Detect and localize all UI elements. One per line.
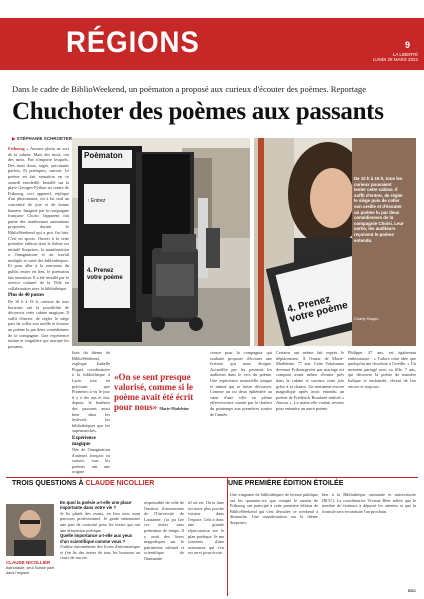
interview-column-2: [144, 500, 184, 594]
section-title: RÉGIONS: [66, 26, 200, 59]
sidebar-signature: SSC: [407, 588, 416, 593]
interviewee-portrait: [6, 504, 54, 556]
paper-name: LA LIBERTÉ: [392, 52, 418, 57]
interview-column-1: [60, 500, 140, 594]
question-1: En quoi la poésie a-t-elle une place importante dans votre vie ?: [60, 500, 132, 511]
interviewee-role: Astronaute, seul Suisse parti dans l'espace: [6, 566, 55, 575]
booth-entry-text: Entrez: [90, 198, 106, 204]
article-column-1: [8, 146, 69, 478]
answer-2: J'utilise énormément des livres d'informatique et j'en lis des textes de tous les horizons au cours de ma vie.: [60, 544, 140, 561]
interview-heading-b: CLAUDE NICOLLIER: [85, 480, 155, 487]
interview-column-3: [188, 500, 224, 594]
arrow-up-icon: ↑: [87, 198, 90, 204]
answer-1: Je lis plutôt des essais, en lien avec mon parcours professionnel. Je garde néanmoins une part de curiosité pour les textes qui ont une dimension poétique.: [60, 510, 140, 533]
article-text-5: Philippe, 47 ans, est également enthousiaste : « J'adore cette idée que quelqu'un me chuchote à l'oreille. » Un moment partagé avec sa fille, 7 ans, qui découvre la poésie de manière ludique et enchantée, rêvant de lire encore et toujours.: [348, 350, 416, 389]
pull-quote: [114, 372, 206, 414]
pull-quote-text: «On se sent presque valorisé, comme si le poème avait été écrit pour nous»: [114, 372, 194, 412]
booth-step-label: 4. Prenez votre poème: [87, 268, 123, 281]
article-column-3: [210, 350, 272, 476]
sidebar-column-2: [322, 492, 416, 588]
page-number: 9: [404, 40, 410, 50]
paper-info: [373, 53, 418, 63]
interview-heading: [12, 480, 154, 487]
question-2: Quelle importance a-t-elle aux yeux d'un scientifique comme vous ?: [60, 533, 133, 544]
pull-quote-source: Marie-Madeleine: [159, 406, 189, 411]
interviewee-name: CLAUDE NICOLLIER: [6, 560, 51, 565]
article-text-2: lisés du thème de BiblioWeekend, explique Isabelle Piquet, coordinatrice à la bibliothèque à Lyon tout en précisant que Prometeo a vu le jour il y a dix ans et fait, depuis, le bonheur des passants aussi bien dans les festivals, les bibliothèques que les supermarchés.: [72, 350, 110, 434]
sidebar-heading: UNE PREMIÈRE ÉDITION ÉTOILÉE: [228, 480, 344, 487]
paper-date: LUNDI 28 MARS 2022: [372, 56, 418, 62]
article-text-1: » Aucune photo ne sort de la cabine. Mais des mots, oui des mots. Pas n'importe lesquels. Des mots doux, sages, percutants parfois. Et poétiques, surtout. Le poème en fait sensation en ce samedi ensoleillé. Installé sur la place Georges-Python au centre de Fribourg, ceci appareil, réplique d'un photomaton, est à lui seul un concentré de joie et de bonne humeur. Imaginé par la compagnie française Choisi l'apparent fait partie des nombreuses animations proposées durant le BiblioWeekend qui a pris fin hier. C'est en sports. Ouvert à la cette première édition dont le thème est intitulé Surprises, la manifestation a l'imagination et au travail multiple et varié des bibliothèques. Et pour aller à la rencontre du public entier en lien, le poèmaton fait sensation. Il a été installé par le service culturel de la Ville en collaboration avec la bibliothèque.: [8, 146, 69, 291]
article-column-4: [276, 350, 344, 476]
article-text-2b: Née de l'imagination d'auteurs français ou suisses, tous les poèmes ont une origine: [72, 447, 110, 475]
photo-credit: Charly Rappo: [354, 316, 379, 321]
sidebar-divider: [227, 478, 228, 596]
article-text-3: cieuse pour la compagnie qui souhaite proposer d'écouter une écriture qui nous éloigne. Accueillie par les passants les auditeurs dans le vers du poème. Une expérience sensorielle unique et intime qui se laisse découvrir. Comme un ou deux éphémère au cœur d'une ville en pleine effervescence causée par la chaleur du printemps aux premières sorties de l'année.: [210, 350, 272, 417]
interview-text-2: responsable de celle de l'institut d'astronomie de l'Université de Lausanne, j'ai pu lire ces textes sans prétention de temps. Il y avait des livres magnifiques sur le patrimoine culturel et scientifique de l'humanité.: [144, 500, 184, 561]
article-column-2: [72, 350, 110, 476]
article-column-5: [348, 350, 416, 476]
section-header-band: [0, 18, 424, 70]
dateline: Fribourg: [8, 146, 25, 151]
article-text-4: Certains ont même fait exprès le déplacement. À l'instar de Marie-Madeleine, 77 ans. Cette Valaisanne devenue Fribourgeoise par mariage est comptait avant même d'entrer près dans la cabine et savoure cette joie grâce à sa chance. Un sentiment encore magnifique après avoir entendu un poème de Frédérick Boudaret intitulé « Amour ». Le matin elle voulait revenir pour entendre un autre poème.: [276, 350, 344, 411]
article-text-1b: De 10 h à 16 h, curieux de tous horizons ont la possibilité de découvrir cette cabine magique. Il suffit d'entrer, de régler le siège puis de coller son oreille et écouter un poème lu par deux comédiennes de la compagnie. Une expérience intime et singulière qui marque les passants.: [8, 299, 69, 349]
subheading-2: Expérience magique: [72, 435, 96, 447]
photo-caption: De 10 h à 16 h, tous les curieux pouvaient tester cette cabine. Il suffit d'entrer, de régler le siège puis de coller son oreille et d'écouter un poème lu par deux comédiennes de la compagnie Choisi. Leur sortie, les auditeurs reçoivent le poème entendu.: [354, 176, 404, 243]
booth-sign: Poèmaton: [84, 151, 123, 160]
sidebar-column-1: [230, 492, 318, 594]
sidebar-text-1: Une vingtaine de bibliothèques de lecture publique sur les quarante-six que compte le canton de Fribourg ont participé à cette première édition de BiblioWeekend qui s'est déroulée ce weekend à dimanche. Une manifestation sur le thème Surprises.: [230, 492, 318, 525]
section-divider: [6, 477, 418, 478]
article-headline: Chuchoter des poèmes aux passants: [12, 98, 384, 125]
sidebar-text-2: hier à la Bibliothèque cantonale et universitaire (BCU). La coordinatrice Viviane Heer relève que le nombre de visiteurs a dépassé les attentes et que la formule sera reconduite l'an prochain.: [322, 492, 416, 514]
photo-poematon-booth: [72, 138, 250, 346]
byline-author: STÉPHANIE SCHROETER: [16, 136, 72, 141]
booth-entry-label: [87, 198, 105, 204]
byline-icon: ▶: [12, 136, 17, 141]
interview-heading-a: TROIS QUESTIONS À: [12, 480, 84, 487]
booth-step-label-2: 4. Prenez votre poème: [286, 293, 350, 325]
subheading-1: Plus de 40 postes: [8, 293, 44, 299]
article-kicker: Dans le cadre de BiblioWeekend, un poèmaton a proposé aux curieux d'écouter des poèmes. Reportage: [12, 84, 367, 94]
article-byline: [12, 136, 72, 142]
interview-text-3: tif où est. On la lune est notre plus proche voisine dans l'espace. Cela a donc une grande répercussion sur le plan poétique. Je me souviens d'une astronaute qui s'en est servi pour écrire.: [188, 500, 224, 556]
